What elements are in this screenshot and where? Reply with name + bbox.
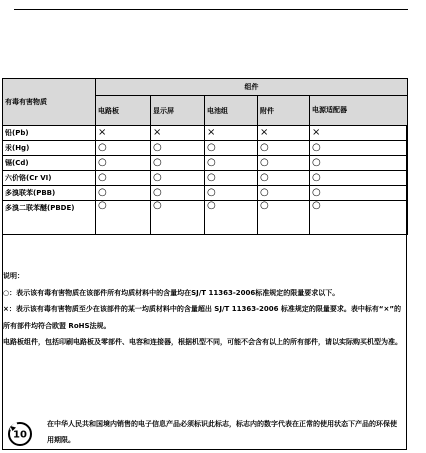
eco-period-logo-icon	[7, 421, 33, 447]
cell-value: ×	[258, 126, 310, 141]
cell-value: ○	[151, 171, 205, 186]
cell-value: ○	[151, 156, 205, 171]
cell-value: ○	[96, 171, 151, 186]
cell-value: ○	[310, 156, 408, 171]
substance-name: 六价铬(Cr VI)	[3, 171, 96, 186]
table-row	[3, 171, 408, 186]
table-row	[3, 201, 408, 235]
notes-section	[3, 268, 405, 351]
hazardous-substance-table	[2, 78, 408, 235]
table-row	[3, 141, 408, 156]
cell-value: ○	[310, 141, 408, 156]
pcb-note: 电路板组件，包括印刷电路板及零部件、电容和连接器，根据机型不同，可能不会含有以上的所有部件，请以实际购买机型为准。	[3, 338, 402, 346]
cell-value: ○	[205, 171, 258, 186]
cell-value: ○	[258, 171, 310, 186]
cell-value: ○	[205, 186, 258, 201]
substance-name: 铅(Pb)	[3, 126, 96, 141]
cell-value: ○	[96, 156, 151, 171]
cell-value: ○	[205, 141, 258, 156]
eco-logo-row	[3, 419, 405, 449]
header-col-2: 显示屏	[151, 96, 205, 126]
cell-value: ○	[310, 171, 408, 186]
cell-value: ○	[96, 201, 151, 235]
eco-logo-note: 在中华人民共和国境内销售的电子信息产品必须标识此标志，标志内的数字代表在正常的使用状态下产品的环保使用期限。	[47, 420, 397, 444]
cell-value: ○	[205, 201, 258, 235]
cell-value: ○	[310, 186, 408, 201]
substance-name: 镉(Cd)	[3, 156, 96, 171]
header-col-5: 电源适配器	[310, 96, 408, 126]
cell-value: ×	[310, 126, 408, 141]
cell-value: ○	[96, 186, 151, 201]
cell-value: ○	[258, 156, 310, 171]
header-col-1: 电路板	[96, 96, 151, 126]
cell-value: ○	[151, 201, 205, 235]
header-components: 组件	[96, 79, 408, 96]
substance-name: 多溴联苯(PBB)	[3, 186, 96, 201]
circle-note: ○：表示该有毒有害物质在该部件所有均质材料中的含量均在SJ/T 11363-2006标准规定的限量要求以下。	[3, 288, 340, 297]
cell-value: ○	[258, 141, 310, 156]
substance-name: 多溴二联苯醚(PBDE)	[3, 201, 96, 235]
table-row	[3, 126, 408, 141]
top-rule	[14, 9, 408, 10]
cell-value: ×	[205, 126, 258, 141]
cross-note: ×：表示该有毒有害物质至少在该部件的某一均质材料中的含量超出 SJ/T 11363-2006 标准规定的限量要求。表中标有“×”的所有部件均符合欧盟 RoHS法规。	[3, 305, 401, 330]
cell-value: ○	[96, 141, 151, 156]
header-col-4: 附件	[258, 96, 310, 126]
cell-value: ×	[96, 126, 151, 141]
table-row	[3, 156, 408, 171]
cell-value: ○	[310, 201, 408, 235]
eco-logo-number: 10	[13, 429, 27, 441]
substance-name: 汞(Hg)	[3, 141, 96, 156]
header-substance: 有毒有害物质	[3, 79, 96, 126]
notes-title: 说明：	[3, 272, 24, 280]
cell-value: ○	[205, 156, 258, 171]
cell-value: ○	[258, 201, 310, 235]
header-col-3: 电池组	[205, 96, 258, 126]
cell-value: ×	[151, 126, 205, 141]
cell-value: ○	[258, 186, 310, 201]
cell-value: ○	[151, 186, 205, 201]
cell-value: ○	[151, 141, 205, 156]
table-row	[3, 186, 408, 201]
